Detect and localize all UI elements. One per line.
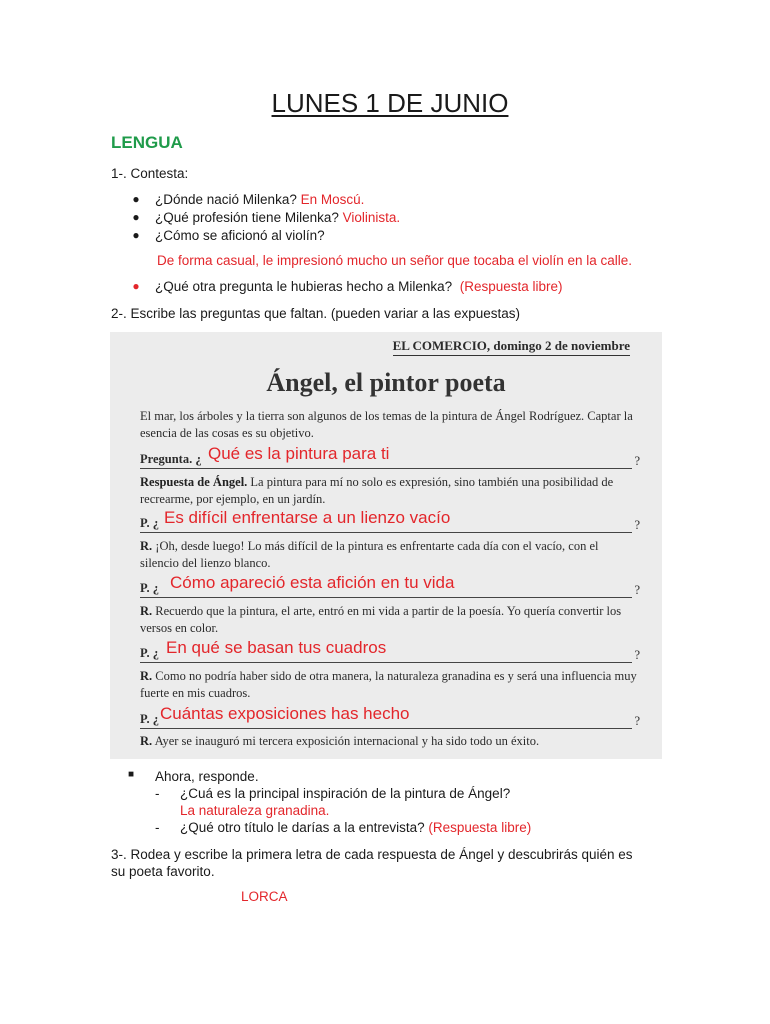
exercise-2-heading: 2-. Escribe las preguntas que faltan. (pueden variar a las expuestas) bbox=[111, 306, 520, 321]
article-headline: Ángel, el pintor poeta bbox=[266, 368, 506, 397]
question-line-3: P. ¿ Cómo apareció esta afición en tu vida ? bbox=[140, 573, 640, 597]
square-bullet-icon: ■ bbox=[128, 769, 135, 780]
section-heading: LENGUA bbox=[111, 133, 183, 152]
dash-icon: - bbox=[155, 820, 160, 835]
answer-paragraph: Respuesta de Ángel. La pintura para mí no solo es expresión, sino también una posibilidad de recrearme, por ejemplo, en un jardín. bbox=[140, 475, 614, 506]
answer-paragraph: R. Recuerdo que la pintura, el arte, entró en mi vida a partir de la poesía. Yo quería convertir los versos en color. bbox=[140, 604, 622, 635]
sub-answer-1: La naturaleza granadina. bbox=[180, 803, 330, 818]
sub-question-1: ¿Cuá es la principal inspiración de la pintura de Ángel? bbox=[180, 786, 511, 801]
exercise-3-heading: 3-. Rodea y escribe la primera letra de cada respuesta de Ángel y descubrirás quién es su poeta favorito. bbox=[111, 847, 633, 879]
handwritten-answer: Es difícil enfrentarse a un lienzo vacío bbox=[164, 508, 451, 527]
question-line-4: P. ¿ En qué se basan tus cuadros ? bbox=[140, 638, 640, 662]
list-item: ¿Qué otra pregunta le hubieras hecho a Milenka? (Respuesta libre) bbox=[155, 279, 563, 294]
bullet-icon: ● bbox=[132, 192, 140, 206]
final-answer: LORCA bbox=[241, 889, 288, 904]
bullet-icon: ● bbox=[132, 228, 140, 242]
bullet-icon: ● bbox=[132, 210, 140, 224]
list-item: ¿Qué profesión tiene Milenka? Violinista. bbox=[155, 210, 401, 225]
list-item: ¿Cómo se aficionó al violín? bbox=[155, 228, 325, 243]
answer-text: De forma casual, le impresionó mucho un señor que tocaba el violín en la calle. bbox=[157, 253, 633, 268]
answer-paragraph: R. Ayer se inauguró mi tercera exposición internacional y ha sido todo un éxito. bbox=[140, 734, 540, 748]
bullet-icon: ● bbox=[132, 279, 140, 293]
handwritten-answer: En qué se basan tus cuadros bbox=[166, 638, 387, 657]
handwritten-answer: Cuántas exposiciones has hecho bbox=[160, 704, 410, 723]
newspaper-name: EL COMERCIO, domingo 2 de noviembre bbox=[393, 338, 630, 356]
question-line-2: P. ¿ Es difícil enfrentarse a un lienzo vacío ? bbox=[140, 508, 640, 532]
dash-icon: - bbox=[155, 786, 160, 801]
sub-instruction: Ahora, responde. bbox=[155, 769, 259, 784]
handwritten-answer: Qué es la pintura para ti bbox=[208, 444, 390, 463]
question-line-1: Pregunta. ¿ Qué es la pintura para ti ? bbox=[140, 444, 640, 468]
page-title: LUNES 1 DE JUNIO bbox=[271, 88, 509, 118]
answer-paragraph: R. Como no podría haber sido de otra manera, la naturaleza granadina es y será una influencia muy fuerte en mis cuadros. bbox=[140, 669, 637, 700]
exercise-1-heading: 1-. Contesta: bbox=[111, 166, 189, 181]
newspaper-clipping bbox=[110, 332, 662, 759]
handwritten-answer: Cómo apareció esta afición en tu vida bbox=[170, 573, 455, 592]
answer-paragraph: R. ¡Oh, desde luego! Lo más difícil de la pintura es enfrentarte cada día con el vacío, con el silencio del lienzo blanco. bbox=[140, 539, 599, 570]
sub-question-2: ¿Qué otro título le darías a la entrevista? (Respuesta libre) bbox=[180, 820, 532, 835]
article-intro: El mar, los árboles y la tierra son algunos de los temas de la pintura de Ángel Rodríguez. Captar la esencia de las cosas es su objetivo. bbox=[140, 409, 633, 440]
question-line-5: P. ¿ Cuántas exposiciones has hecho ? bbox=[140, 704, 640, 728]
list-item: ¿Dónde nació Milenka? En Moscú. bbox=[155, 192, 365, 207]
